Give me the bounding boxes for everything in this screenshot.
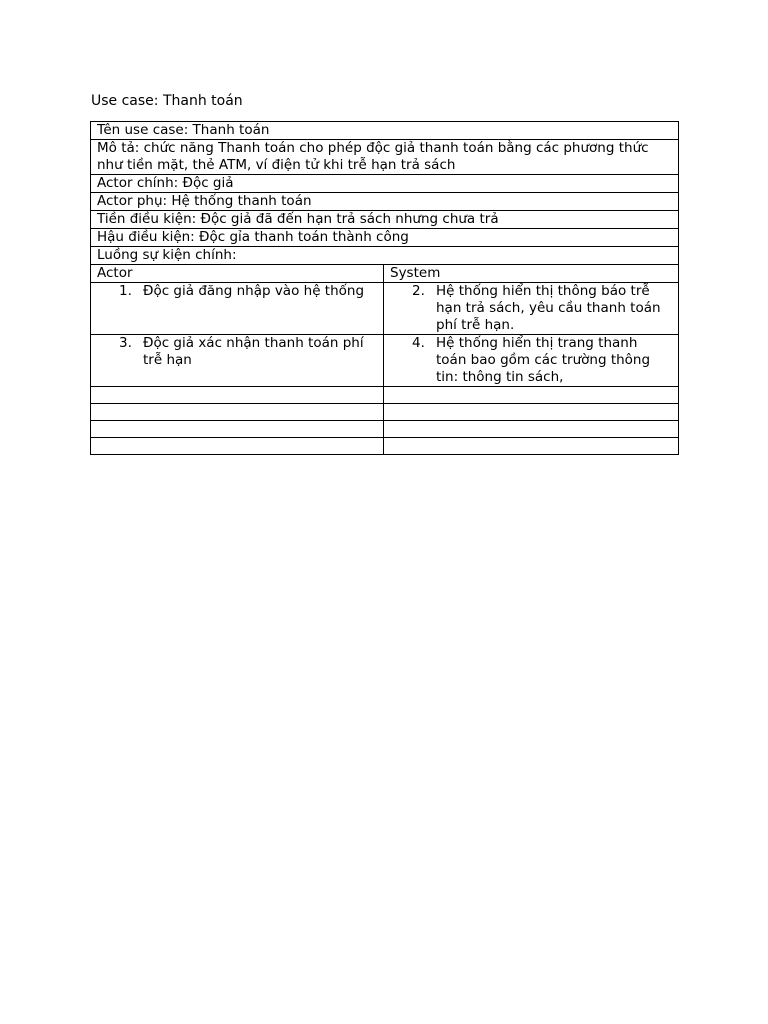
empty-cell: [91, 421, 384, 438]
table-row: [91, 193, 679, 211]
use-case-table: [90, 121, 679, 455]
empty-cell: [91, 438, 384, 455]
actor-step-cell: [91, 283, 384, 335]
table-row: [91, 421, 679, 438]
actor-column-header: Actor: [91, 265, 384, 283]
empty-cell: [384, 387, 679, 404]
table-row: [91, 122, 679, 140]
document-heading: Use case: Thanh toán: [91, 93, 243, 109]
postcondition: Hậu điều kiện: Độc gỉa thanh toán thành công: [91, 229, 679, 247]
step-text: Hệ thống hiển thị trang thanh toán bao gồm các trường thông tin: thông tin sách,: [436, 335, 651, 385]
step-text: Độc giả xác nhận thanh toán phí trễ hạn: [143, 335, 364, 368]
empty-cell: [384, 404, 679, 421]
table-row: [91, 175, 679, 193]
list-item: [390, 283, 672, 334]
list-item: [390, 335, 672, 386]
step-number: 3.: [119, 335, 132, 351]
empty-cell: [91, 404, 384, 421]
table-row: [91, 265, 679, 283]
table-row: [91, 140, 679, 175]
list-item: [97, 283, 377, 300]
empty-cell: [384, 421, 679, 438]
empty-cell: [384, 438, 679, 455]
step-number: 4.: [412, 335, 425, 351]
actor-step-cell: [91, 335, 384, 387]
table-row: [91, 438, 679, 455]
system-column-header: System: [384, 265, 679, 283]
use-case-description: Mô tả: chức năng Thanh toán cho phép độc giả thanh toán bằng các phương thức như tiền mặt, thẻ ATM, ví điện tử khi trễ hạn trả sách: [91, 140, 679, 175]
table-row: [91, 387, 679, 404]
table-row: [91, 283, 679, 335]
list-item: [97, 335, 377, 369]
table-row: [91, 404, 679, 421]
step-number: 1.: [119, 283, 132, 299]
step-text: Độc giả đăng nhập vào hệ thống: [143, 283, 365, 299]
table-row: [91, 211, 679, 229]
table-row: [91, 335, 679, 387]
system-step-cell: [384, 283, 679, 335]
table-row: [91, 247, 679, 265]
step-number: 2.: [412, 283, 425, 299]
precondition: Tiền điều kiện: Độc giả đã đến hạn trả sách nhưng chưa trả: [91, 211, 679, 229]
secondary-actor: Actor phụ: Hệ thống thanh toán: [91, 193, 679, 211]
use-case-name: Tên use case: Thanh toán: [91, 122, 679, 140]
main-flow-label: Luồng sự kiện chính:: [91, 247, 679, 265]
primary-actor: Actor chính: Độc giả: [91, 175, 679, 193]
empty-cell: [91, 387, 384, 404]
system-step-cell: [384, 335, 679, 387]
table-row: [91, 229, 679, 247]
step-text: Hệ thống hiển thị thông báo trễ hạn trả sách, yêu cầu thanh toán phí trễ hạn.: [436, 283, 661, 333]
